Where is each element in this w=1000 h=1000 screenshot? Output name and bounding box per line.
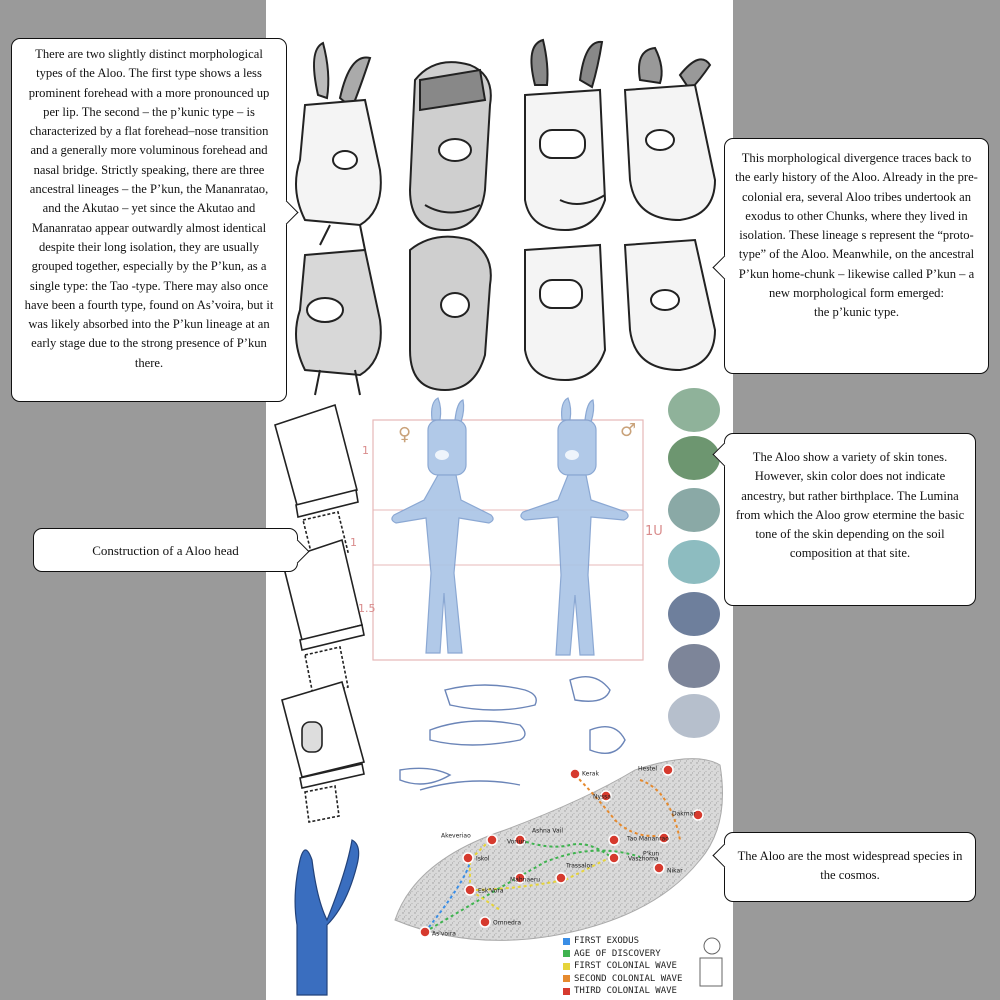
map-label: Trassalor <box>566 862 593 870</box>
map-label: P'kun <box>643 850 660 858</box>
head-sketch-3 <box>525 40 605 230</box>
body-chart <box>373 398 643 660</box>
legend-item <box>563 960 682 973</box>
map-label: Mahnaeru <box>510 876 541 884</box>
head-construction-callout <box>33 528 298 572</box>
map-label: Esk'Vora <box>478 887 504 895</box>
map-label: Voriun <box>507 838 527 846</box>
skin-swatch <box>668 436 720 480</box>
legend-swatch <box>563 988 570 995</box>
map-label: Nyssa <box>593 793 611 801</box>
divergence-callout <box>724 138 989 374</box>
morphology-callout <box>11 38 287 402</box>
measure-15: 1.5 <box>358 602 376 615</box>
legend-item <box>563 935 682 948</box>
species-text: The Aloo are the most widespread species in the cosmos. <box>737 849 963 883</box>
head-sketch-5 <box>296 250 381 395</box>
legend-label: FIRST COLONIAL WAVE <box>574 961 677 971</box>
head-sketch-4 <box>625 48 715 220</box>
legend-label: SECOND COLONIAL WAVE <box>574 973 683 984</box>
map-label: Akeveriao <box>441 832 471 840</box>
legend-item <box>563 985 682 998</box>
arm-study <box>295 840 359 995</box>
species-callout <box>724 832 976 902</box>
measure-1b: 1 <box>350 536 357 549</box>
head-sketch-1 <box>296 43 381 250</box>
skin-swatch <box>668 592 720 636</box>
map-label: Ashna Vail <box>532 827 564 835</box>
male-figure <box>521 398 628 655</box>
map-label: Hestel <box>638 765 658 773</box>
skin-swatch <box>668 540 720 584</box>
legend-label: THIRD COLONIAL WAVE <box>574 986 677 996</box>
head-sketch-2 <box>410 62 491 230</box>
map-label: As'voira <box>432 930 456 938</box>
head-sketch-7 <box>525 245 605 380</box>
female-symbol: ♀ <box>398 424 412 445</box>
skin-swatch <box>668 644 720 688</box>
head-sketch-6 <box>410 237 491 390</box>
legend-swatch <box>563 963 570 970</box>
divergence-last-line: the p’kunic type. <box>814 305 899 320</box>
skin-swatch <box>668 488 720 532</box>
head-construction-sketches <box>275 405 364 822</box>
skin-tones-text: The Aloo show a variety of skin tones. However, skin color does not indicate ancestry, but rather birthplace. The Lumina from which the Aloo grow etermine the basic tone of the skin depending on the soil composition at that site. <box>735 450 965 561</box>
male-symbol: ♂ <box>620 420 637 441</box>
head-studies <box>296 40 715 395</box>
morphology-text: There are two slightly distinct morphological types of the Aloo. The first type shows a less prominent forehead with a more pronounced up per lip. The second – the p’kunic type – is characterized by a flat forehead–nose transition and a generally more voluminous forehead and nasal bridge. Strictly speaking, there are three ancestral lineages – the P’kun, the Mananratao, and the Akutao – yet since the Akutao and Mananratao appear outwardly almost identical despite their long isolation, they are usually grouped together, especially by the P’kun, as a single type: the Tao -type. There may also once have been a fourth type, found on As’voira, but it was likely absorbed into the P’kun lineage at an early stage due to the strong presence of P’kun there. <box>24 47 274 370</box>
legend-item <box>563 973 682 986</box>
skin-swatch <box>668 388 720 432</box>
skin-tones-callout <box>724 433 976 606</box>
divergence-text: This morphological divergence traces back to the early history of the Aloo. Already in the pre-colonial era, several Aloo tribes undertook an exodus to other Chunks, where they lived in isolation. These lineage s represent the “proto-type” of the Aloo. Meanwhile, on the ancestral P’kun home-chunk – likewise called P’kun – a new morphological form emerged: <box>735 151 978 301</box>
legend-item <box>563 948 682 961</box>
map-label: Nikar <box>667 867 683 875</box>
compass-emblem <box>700 938 722 986</box>
map-legend <box>563 935 682 998</box>
head-sketch-8 <box>625 240 715 370</box>
legend-swatch <box>563 975 570 982</box>
map-label: Omnedra <box>493 919 522 927</box>
legend-label: AGE OF DISCOVERY <box>574 948 661 959</box>
map-label: Vaszhoma <box>628 855 659 863</box>
skin-swatches <box>668 388 720 738</box>
measure-right: 1U <box>645 524 663 539</box>
measure-1a: 1 <box>362 444 369 457</box>
legend-swatch <box>563 950 570 957</box>
map-label: Iskol <box>476 855 490 863</box>
map-label: Dakmar <box>672 810 696 818</box>
map-label: Kerak <box>582 770 599 778</box>
legend-swatch <box>563 938 570 945</box>
head-construction-text: Construction of a Aloo head <box>92 543 239 558</box>
map-label: Tao Mananrao <box>627 835 669 843</box>
skin-swatch <box>668 694 720 738</box>
legend-label: FIRST EXODUS <box>574 936 640 946</box>
